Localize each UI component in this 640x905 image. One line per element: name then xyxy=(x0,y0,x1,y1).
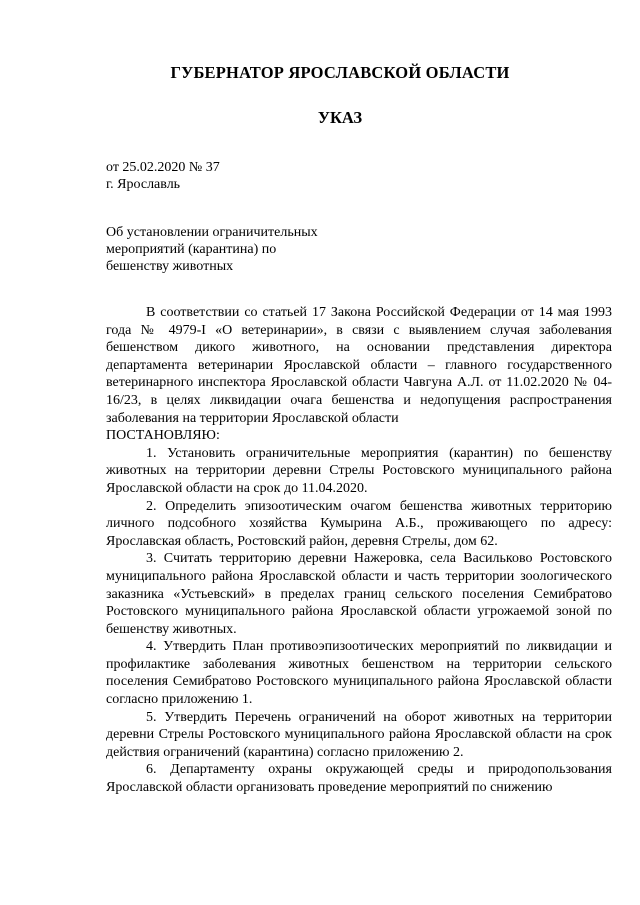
preamble-paragraph: В соответствии со статьей 17 Закона Российской Федерации от 14 мая 1993 года № 4979-I «О ветеринарии», в связи с выявлением случая заболевания бешенством дикого животного, на основании представления директора департамента ветеринарии Ярославской области – главного государственного ветеринарного инспектора Ярославской области Чавгуна А.Л. от 11.02.2020 № 04-16/23, в целях ликвидации очага бешенства и недопущения распространения заболевания на территории Ярославской области xyxy=(106,305,612,426)
decree-item: 3. Считать территорию деревни Нажеровка, села Васильково Ростовского муниципального района Ярославской области и часть территории зоологического заказника «Устьевский» в пределах границ сельского поселения Семибратово Ростовского муниципального района Ярославской области угрожаемой зоной по бешенству животных. xyxy=(106,551,612,637)
document-meta xyxy=(106,159,220,193)
document-body xyxy=(106,304,612,797)
subject-line: бешенству животных xyxy=(106,259,234,274)
subject-line: Об установлении ограничительных xyxy=(106,225,318,240)
document-type: УКАЗ xyxy=(317,108,363,127)
document-title: ГУБЕРНАТОР ЯРОСЛАВСКОЙ ОБЛАСТИ xyxy=(170,63,510,82)
date-number: от 25.02.2020 № 37 xyxy=(106,160,220,175)
decree-item: 2. Определить эпизоотическим очагом бешенства животных территорию личного подсобного хозяйства Кумырина А.Б., проживающего по адресу: Ярославская область, Ростовский район, деревня Стрелы, дом 62. xyxy=(106,498,612,549)
subject-line: мероприятий (карантина) по xyxy=(106,242,277,257)
city: г. Ярославль xyxy=(106,177,181,192)
decree-item: 6. Департаменту охраны окружающей среды и природопользования Ярославской области организовать проведение мероприятий по снижению xyxy=(106,762,612,796)
decree-item: 5. Утвердить Перечень ограничений на оборот животных на территории деревни Стрелы Ростовского муниципального района Ярославской области на срок действия ограничений (карантина) согласно приложению 2. xyxy=(106,709,612,760)
decree-word: ПОСТАНОВЛЯЮ: xyxy=(106,428,220,444)
decree-item: 4. Утвердить План противоэпизоотических мероприятий по ликвидации и профилактике заболевания животных бешенством на территории сельского поселения Семибратово Ростовского муниципального района Ярославской области согласно приложению 1. xyxy=(106,639,612,708)
document-subject xyxy=(106,224,386,275)
decree-item: 1. Установить ограничительные мероприятия (карантин) по бешенству животных на территории деревни Стрелы Ростовского муниципального района Ярославской области на срок до 11.04.2020. xyxy=(106,445,612,496)
